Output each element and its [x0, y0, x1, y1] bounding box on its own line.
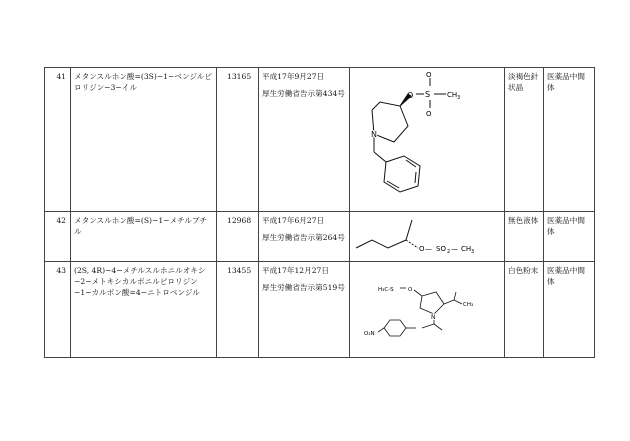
atom-o: O [407, 91, 414, 100]
registry-number: 12968 [217, 212, 259, 262]
atom-ch3: CH [447, 91, 458, 99]
use: 医薬品中間体 [544, 262, 595, 358]
atom-ch3-sub: 3 [471, 249, 475, 255]
registry-number: 13455 [217, 262, 259, 358]
row-number: 43 [45, 262, 71, 358]
announcement [259, 68, 350, 212]
atom-no2: O₂N [364, 331, 375, 337]
atom-o: O [419, 245, 425, 253]
announcement-notice: 厚生労働省告示第519号 [262, 283, 345, 292]
appearance: 無色液体 [505, 212, 544, 262]
table-row [45, 212, 595, 262]
bond-dash: — [425, 245, 432, 253]
atom-n: N [431, 314, 436, 321]
atom-ch3-sub: 3 [457, 95, 461, 101]
atom-o-down: O [426, 110, 432, 118]
atom-ch3: CH [461, 245, 472, 253]
substance-name: メタンスルホン酸=(3S)−1−ベンジルピロリジン−3−イル [71, 68, 217, 212]
appearance: 白色粉末 [505, 262, 544, 358]
atom-so2: SO [436, 245, 446, 253]
announcement-date: 平成17年9月27日 [262, 72, 325, 81]
atom-o-up: O [426, 71, 432, 79]
bond-dash: — [451, 245, 458, 253]
announcement [259, 262, 350, 358]
use: 医薬品中間体 [544, 212, 595, 262]
announcement-date: 平成17年6月27日 [262, 216, 325, 225]
structure-cell [350, 212, 505, 262]
use: 医薬品中間体 [544, 68, 595, 212]
row-number: 41 [45, 68, 71, 212]
announcement-date: 平成17年12月27日 [262, 266, 329, 275]
structure-drawing-43 [350, 262, 505, 354]
announcement-notice: 厚生労働省告示第264号 [262, 233, 345, 242]
announcement [259, 212, 350, 262]
row-number: 42 [45, 212, 71, 262]
atom-o: O [408, 287, 413, 293]
structure-cell [350, 68, 505, 212]
atom-n: N [371, 130, 377, 139]
substance-name: (2S, 4R)−4−メチルスルホニルオキシ−2−メトキシカルボニルピロリジン−1−カルボン酸=4−ニトロベンジル [71, 262, 217, 358]
appearance: 淡褐色針状晶 [505, 68, 544, 212]
substance-table [44, 67, 594, 358]
structure-drawing-41 [350, 68, 505, 208]
atom-so2-sub: 2 [447, 249, 451, 255]
table-row [45, 262, 595, 358]
atom-s: S [425, 90, 431, 99]
structure-cell [350, 262, 505, 358]
atom-ch3: CH₃ [463, 302, 474, 308]
substance-name: メタンスルホン酸=(S)−1−メチルブチル [71, 212, 217, 262]
structure-drawing-42 [350, 212, 505, 258]
registry-number: 13165 [217, 68, 259, 212]
announcement-notice: 厚生労働省告示第434号 [262, 89, 345, 98]
atom-ms: H₃C-S [378, 287, 394, 293]
table-row [45, 68, 595, 212]
